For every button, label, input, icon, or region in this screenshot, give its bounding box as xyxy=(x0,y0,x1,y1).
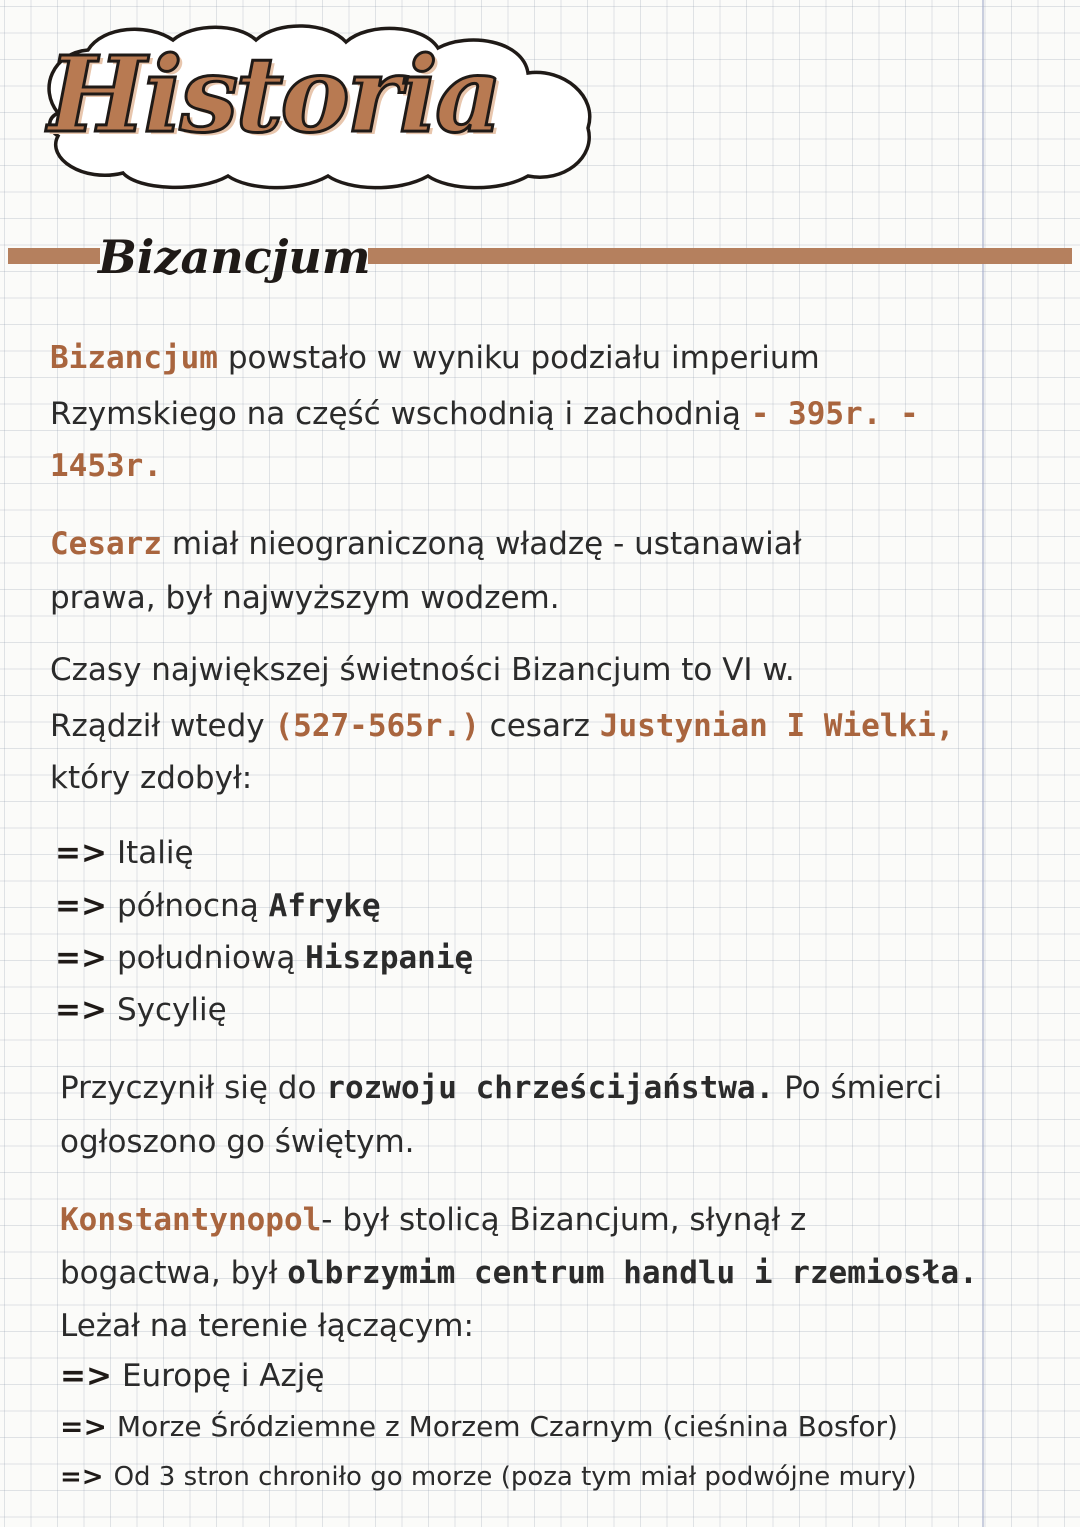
arrow-icon: => xyxy=(55,888,107,924)
text: miał nieograniczoną władzę - ustanawiał xyxy=(171,526,802,562)
list-item-text: Sycylię xyxy=(116,992,227,1028)
paragraph-1-line-1 xyxy=(50,340,820,376)
text: Czasy największej świetności Bizancjum to VI w. xyxy=(50,652,795,688)
text: Rzymskiego na część wschodnią i zachodnią xyxy=(50,396,741,432)
list-item-text: Europę i Azję xyxy=(121,1358,325,1394)
text: prawa, był najwyższym wodzem. xyxy=(50,580,560,616)
keyword-trade-center: olbrzymim centrum handlu i rzemiosła. xyxy=(287,1255,978,1291)
text: który zdobył: xyxy=(50,760,253,796)
list-item-text: Od 3 stron chroniło go morze (poza tym miał podwójne mury) xyxy=(113,1462,917,1492)
keyword-konstantynopol: Konstantynopol xyxy=(60,1202,322,1238)
arrow-icon: => xyxy=(60,1462,104,1492)
arrow-icon: => xyxy=(55,835,107,871)
reign-dates: (527-565r.) xyxy=(274,708,480,744)
list-item xyxy=(55,940,473,976)
arrow-icon: => xyxy=(55,940,107,976)
paragraph-3-line-2 xyxy=(50,708,954,744)
paragraph-2-line-2 xyxy=(50,580,560,616)
text: Po śmierci xyxy=(784,1070,943,1106)
section-title: Bizancjum xyxy=(98,230,371,284)
text: powstało w wyniku podziału imperium xyxy=(227,340,820,376)
text: bogactwa, był xyxy=(60,1255,278,1291)
page-title: Historia xyxy=(48,33,500,156)
text: ogłoszono go świętym. xyxy=(60,1124,415,1160)
list-item xyxy=(55,888,381,924)
paragraph-1-line-2 xyxy=(50,396,919,432)
paragraph-1-line-3 xyxy=(50,448,162,484)
list-item xyxy=(60,1410,898,1443)
paragraph-2-line-1 xyxy=(50,526,802,562)
list-item xyxy=(60,1462,916,1492)
list-item-text: północną xyxy=(116,888,259,924)
paragraph-3-line-1 xyxy=(50,652,795,688)
paragraph-5-line-2 xyxy=(60,1255,978,1291)
list-item xyxy=(55,992,227,1028)
arrow-icon: => xyxy=(55,992,107,1028)
list-item xyxy=(60,1358,324,1394)
page-margin-line xyxy=(982,0,984,1527)
date-range-start: - 395r. - xyxy=(750,396,919,432)
paragraph-3-line-3 xyxy=(50,760,252,796)
text: cesarz xyxy=(489,708,590,744)
list-item-text: Italię xyxy=(116,835,194,871)
list-item-text: Morze Śródziemne z Morzem Czarnym (cieśnina Bosfor) xyxy=(116,1410,898,1443)
list-item-bold: Hiszpanię xyxy=(305,940,474,976)
list-item-text: południową xyxy=(116,940,296,976)
list-item-bold: Afrykę xyxy=(268,888,381,924)
paragraph-4-line-2 xyxy=(60,1124,415,1160)
text: Rządził wtedy xyxy=(50,708,265,744)
keyword-christianity: rozwoju chrześcijaństwa. xyxy=(326,1070,775,1106)
keyword-justynian: Justynian I Wielki, xyxy=(599,708,955,744)
paragraph-5-line-1 xyxy=(60,1202,806,1238)
text: Przyczynił się do xyxy=(60,1070,317,1106)
keyword-cesarz: Cesarz xyxy=(50,526,162,562)
date-range-end: 1453r. xyxy=(50,448,162,484)
text: Leżał na terenie łączącym: xyxy=(60,1308,474,1344)
arrow-icon: => xyxy=(60,1410,107,1443)
section-bar-right xyxy=(368,248,1072,264)
paragraph-4-line-1 xyxy=(60,1070,942,1106)
text: - był stolicą Bizancjum, słynął z xyxy=(321,1202,807,1238)
paragraph-5-line-3 xyxy=(60,1308,474,1344)
arrow-icon: => xyxy=(60,1358,112,1394)
list-item xyxy=(55,835,194,871)
keyword-bizancjum: Bizancjum xyxy=(50,340,218,376)
section-bar-left xyxy=(8,248,100,264)
